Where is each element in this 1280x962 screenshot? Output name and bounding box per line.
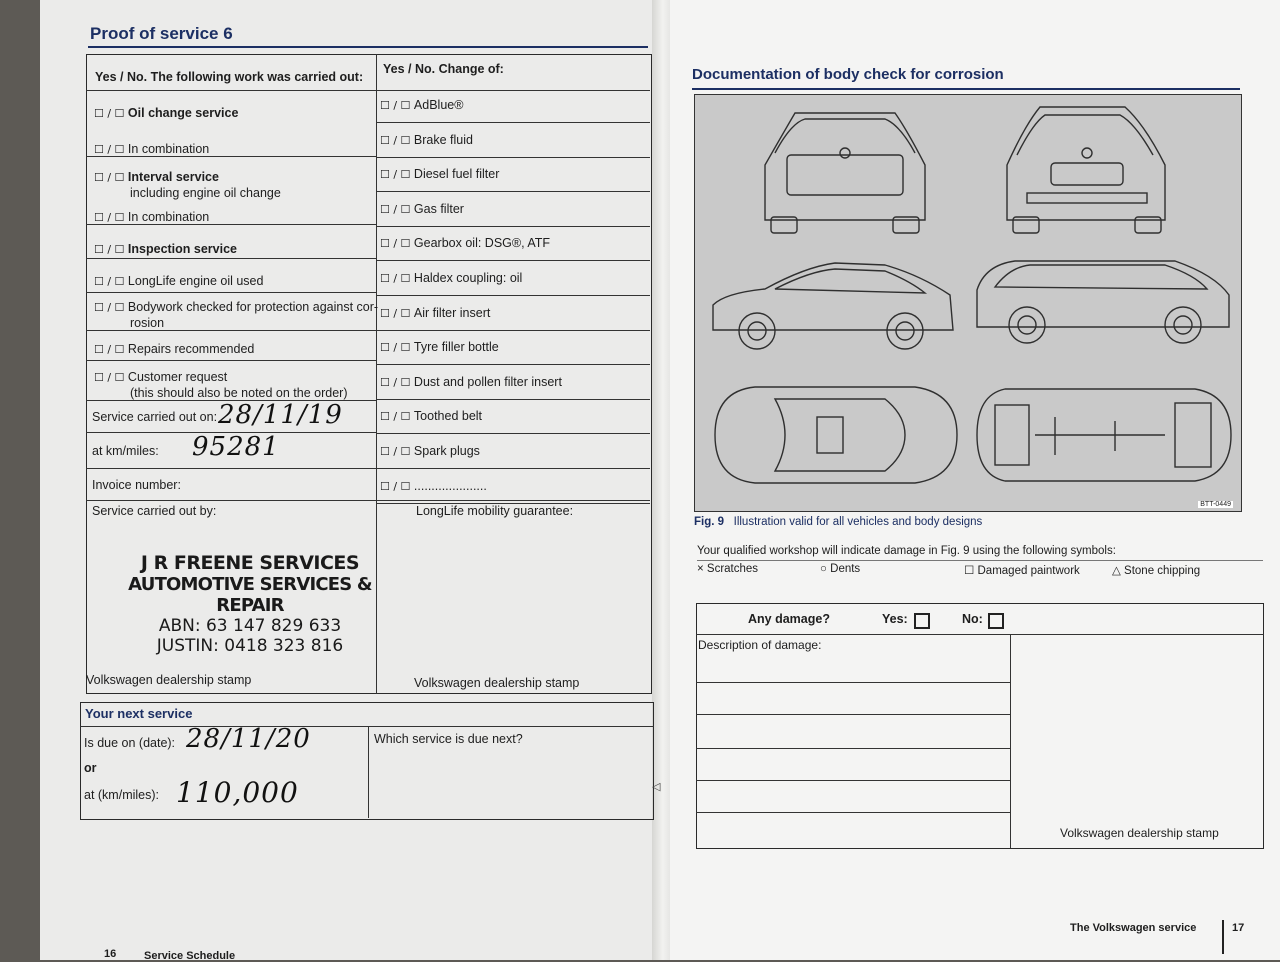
yes-no-checkbox[interactable]: ☐ / ☐ — [380, 134, 414, 147]
row-line — [86, 292, 376, 293]
row-line — [86, 500, 650, 501]
change-item-label: ..................... — [413, 479, 487, 493]
symbol-dents: ○ Dents — [820, 563, 861, 575]
stamp-line-3: ABN: 63 147 829 633 — [158, 616, 342, 636]
km-value[interactable]: 95281 — [192, 432, 280, 462]
yes-no-checkbox[interactable]: ☐ / ☐ — [94, 301, 128, 314]
change-item-label: Gas filter — [413, 202, 464, 216]
change-item — [380, 269, 522, 287]
row-line — [80, 726, 654, 727]
yes-no-checkbox[interactable]: ☐ / ☐ — [94, 275, 128, 288]
service-date-value[interactable]: 28/11/19 — [218, 400, 343, 430]
change-item — [380, 477, 487, 495]
yes-no-checkbox[interactable]: ☐ / ☐ — [94, 243, 128, 256]
row-line — [86, 330, 376, 331]
work-item — [94, 272, 263, 290]
km-label: at km/miles: — [92, 444, 159, 458]
stamp-line-2: AUTOMOTIVE SERVICES & REPAIR — [128, 574, 372, 616]
description-label: Description of damage: — [698, 638, 822, 652]
header-line — [86, 90, 650, 91]
yes-no-checkbox[interactable]: ☐ / ☐ — [380, 307, 414, 320]
box-divider — [368, 726, 369, 818]
row-line — [376, 226, 650, 227]
dealer-stamp-label-right-page: Volkswagen dealership stamp — [1060, 826, 1219, 840]
change-item — [380, 200, 464, 218]
work-item-sublabel: rosion — [130, 316, 165, 330]
stamp-line-4: JUSTIN: 0418 323 816 — [156, 636, 344, 656]
row-line — [696, 780, 1010, 781]
figure-caption — [694, 516, 982, 528]
row-line — [86, 156, 376, 157]
car-front-view — [1007, 107, 1165, 233]
title-rule — [88, 46, 648, 48]
workshop-stamp — [110, 552, 390, 656]
car-top-view — [715, 387, 957, 483]
yes-no-checkbox[interactable]: ☐ / ☐ — [94, 211, 128, 224]
change-item — [380, 338, 499, 356]
work-item-label: In combination — [127, 142, 210, 156]
car-drawings — [695, 95, 1241, 511]
yes-no-checkbox[interactable]: ☐ / ☐ — [380, 203, 414, 216]
title-rule-right — [692, 88, 1240, 90]
next-service-title: Your next service — [85, 706, 193, 721]
due-on-label: Is due on (date): — [84, 736, 176, 750]
yes-no-checkbox[interactable]: ☐ / ☐ — [94, 143, 128, 156]
row-line — [376, 260, 650, 261]
change-item-label: Haldex coupling: oil — [413, 271, 523, 285]
car-side-sedan — [713, 263, 953, 349]
work-item — [94, 240, 237, 258]
stamp-line-1: J R FREENE SERVICES — [140, 552, 360, 574]
carried-out-by-label: Service carried out by: — [92, 504, 217, 518]
dealer-stamp-label-right: Volkswagen dealership stamp — [414, 676, 580, 690]
work-item — [94, 168, 281, 200]
row-line — [376, 330, 650, 331]
symbol-stone-chipping: △ Stone chipping — [1112, 565, 1201, 577]
change-item — [380, 165, 499, 183]
work-item — [94, 340, 254, 358]
which-service-label: Which service is due next? — [374, 732, 523, 746]
change-item — [380, 96, 463, 114]
car-underbody-view — [977, 389, 1231, 481]
row-line — [376, 433, 650, 434]
work-item-sublabel: (this should also be noted on the order) — [130, 386, 348, 400]
change-item-label: Air filter insert — [413, 306, 491, 320]
damage-no-checkbox[interactable] — [988, 613, 1004, 629]
row-line — [697, 560, 1263, 561]
due-km-label: at (km/miles): — [84, 788, 159, 802]
row-line — [696, 748, 1010, 749]
yes-no-checkbox[interactable]: ☐ / ☐ — [94, 171, 128, 184]
proof-of-service-title: Proof of service 6 — [90, 24, 233, 43]
work-item-label: LongLife engine oil used — [127, 274, 264, 288]
change-item-label: Toothed belt — [413, 409, 483, 423]
yes-no-checkbox[interactable]: ☐ / ☐ — [380, 445, 414, 458]
work-item-label: Inspection service — [127, 242, 237, 256]
work-item-sublabel: including engine oil change — [130, 186, 281, 200]
row-line — [696, 714, 1010, 715]
work-item-label: Bodywork checked for protection against cor- — [127, 300, 379, 314]
car-side-hatchback — [977, 261, 1229, 343]
figure-label: Fig. 9 — [694, 516, 725, 528]
row-line — [696, 682, 1010, 683]
yes-label: Yes: — [882, 612, 908, 626]
change-item — [380, 304, 490, 322]
mobility-guarantee-label: LongLife mobility guarantee: — [416, 504, 574, 518]
yes-no-checkbox[interactable]: ☐ / ☐ — [380, 99, 414, 112]
any-damage-label: Any damage? — [748, 612, 830, 626]
symbol-scratches: × Scratches — [697, 563, 759, 575]
invoice-label: Invoice number: — [92, 478, 181, 492]
work-item-label: Oil change service — [127, 106, 239, 120]
no-label: No: — [962, 612, 983, 626]
footer-divider — [1222, 920, 1224, 954]
car-rear-view — [765, 113, 925, 233]
change-item — [380, 234, 550, 252]
row-line — [86, 468, 650, 469]
change-item — [380, 131, 473, 149]
change-item-label: Dust and pollen filter insert — [413, 375, 562, 389]
row-line — [376, 191, 650, 192]
work-item-label: Customer request — [127, 370, 228, 384]
service-date-label: Service carried out on: — [92, 410, 218, 424]
row-line — [86, 224, 376, 225]
yes-no-checkbox[interactable]: ☐ / ☐ — [94, 371, 128, 384]
figure-code: BTT-0449 — [1200, 501, 1231, 508]
due-date-value[interactable]: 28/11/20 — [186, 724, 311, 754]
row-line — [696, 812, 1010, 813]
change-item-label: Brake fluid — [413, 133, 473, 147]
damage-yes-checkbox[interactable] — [914, 613, 930, 629]
change-item — [380, 373, 562, 391]
dealer-stamp-label-left: Volkswagen dealership stamp — [86, 673, 252, 687]
change-item — [380, 407, 482, 425]
change-item-label: Tyre filler bottle — [413, 340, 499, 354]
col1-header: Yes / No. The following work was carried out: — [95, 70, 364, 84]
yes-no-checkbox[interactable]: ☐ / ☐ — [380, 480, 414, 493]
page-number-right: 17 — [1232, 922, 1245, 934]
yes-no-checkbox[interactable]: ☐ / ☐ — [94, 343, 128, 356]
footer-right: The Volkswagen service — [1070, 922, 1197, 934]
yes-no-checkbox[interactable]: ☐ / ☐ — [380, 168, 414, 181]
yes-no-checkbox[interactable]: ☐ / ☐ — [380, 410, 414, 423]
row-line — [86, 360, 376, 361]
or-label: or — [84, 761, 97, 775]
symbol-damaged-paintwork: ☐ Damaged paintwork — [964, 565, 1080, 577]
footer-left: Service Schedule — [144, 950, 236, 962]
change-item-label: Diesel fuel filter — [413, 167, 500, 181]
small-arrow-icon: ◁ — [652, 781, 661, 793]
row-line — [376, 399, 650, 400]
work-item — [94, 104, 238, 122]
body-check-title: Documentation of body check for corrosion — [692, 66, 1004, 83]
work-item — [94, 368, 348, 400]
row-line — [376, 122, 650, 123]
page-number-left: 16 — [104, 948, 117, 960]
work-item-label: Repairs recommended — [127, 342, 255, 356]
yes-no-checkbox[interactable]: ☐ / ☐ — [380, 272, 414, 285]
yes-no-checkbox[interactable]: ☐ / ☐ — [94, 107, 128, 120]
change-item-label: Spark plugs — [413, 444, 480, 458]
book-spine — [652, 0, 670, 960]
symbols-instructions: Your qualified workshop will indicate damage in Fig. 9 using the following symbols: — [697, 545, 1116, 557]
yes-no-checkbox[interactable]: ☐ / ☐ — [380, 376, 414, 389]
yes-no-checkbox[interactable]: ☐ / ☐ — [380, 341, 414, 354]
figure-caption-text: Illustration valid for all vehicles and body designs — [733, 516, 983, 528]
change-item-label: Gearbox oil: DSG®, ATF — [413, 236, 551, 250]
vehicle-illustration — [694, 94, 1242, 512]
damage-divider — [1010, 634, 1011, 848]
row-line — [696, 634, 1264, 635]
work-item — [94, 298, 378, 330]
yes-no-checkbox[interactable]: ☐ / ☐ — [380, 237, 414, 250]
work-item-label: Interval service — [127, 170, 219, 184]
work-item-label: In combination — [127, 210, 210, 224]
change-item — [380, 442, 480, 460]
row-line — [376, 364, 650, 365]
col2-header: Yes / No. Change of: — [383, 62, 504, 76]
due-km-value[interactable]: 110,000 — [176, 776, 299, 809]
row-line — [376, 157, 650, 158]
row-line — [376, 295, 650, 296]
row-line — [86, 258, 376, 259]
change-item-label: AdBlue® — [413, 98, 464, 112]
